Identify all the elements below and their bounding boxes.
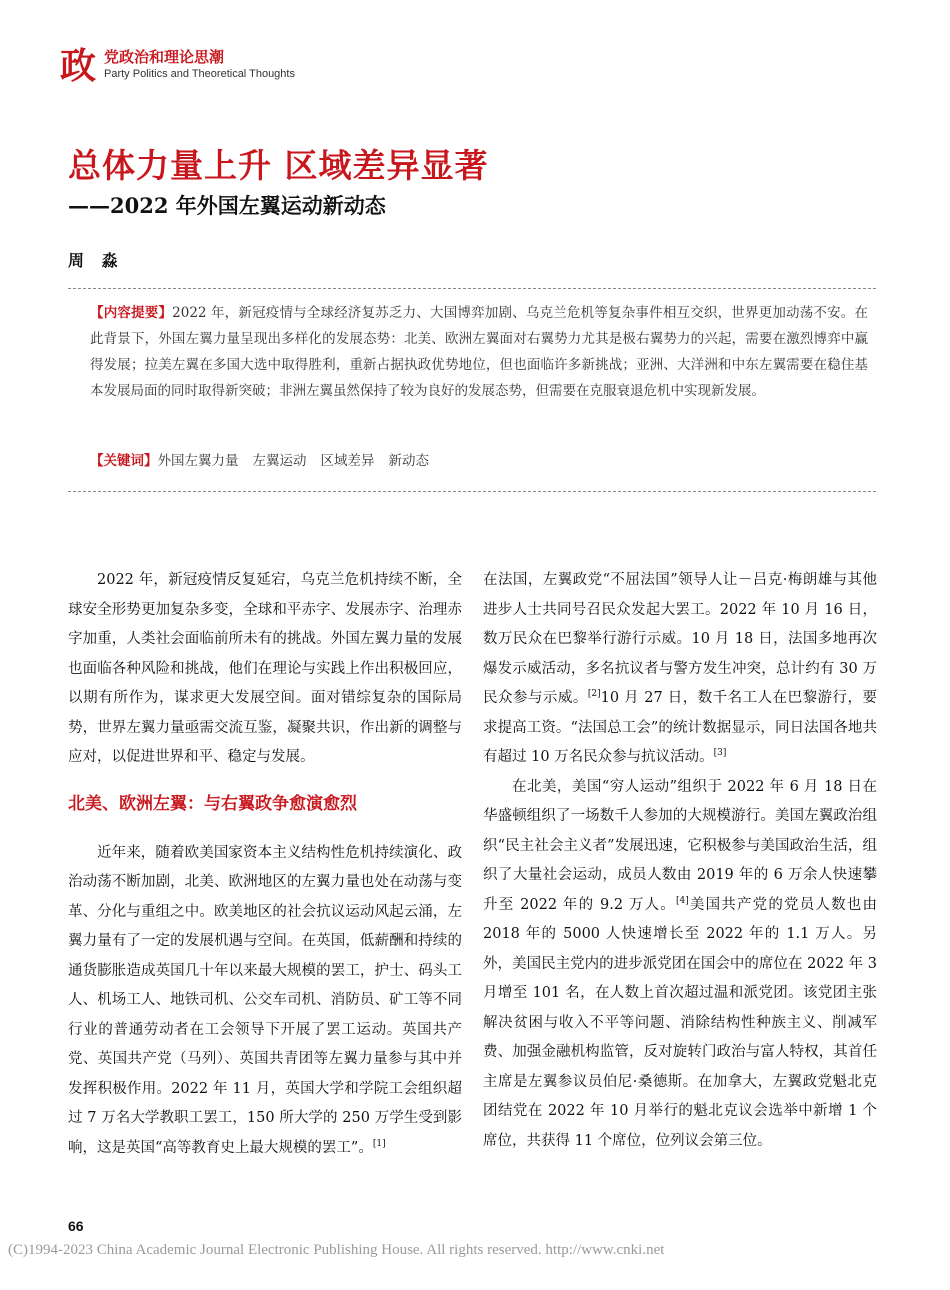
abstract-text: 2022 年，新冠疫情与全球经济复苏乏力、大国博弈加剧、乌克兰危机等复杂事件相互交织，世界更加动荡不安。在此背景下，外国左翼力量呈现出多样化的发展态势：北美、欧洲左翼面对右翼势力尤其是极右翼势力的兴起，需要在激烈博弈中赢得发展；拉美左翼在多国大选中取得胜利，重新占据执政优势地位，但也面临许多新挑战；亚洲、大洋洲和中东左翼需要在稳住基本发展局面的同时取得新突破；非洲左翼虽然保持了较为良好的发展态势，但需要在克服衰退危机中实现新发展。 <box>90 305 868 399</box>
paragraph-text: 在北美，美国“穷人运动”组织于 2022 年 6 月 18 日在华盛顿组织了一场数千人参加的大规模游行。美国左翼政治组织“民主社会主义者”发展迅速，它积极参与美国政治生活，组织了大量社会运动，成员人数由 2019 年的 6 万余人快速攀升至 2022 年的 9.2 万人。 <box>483 778 877 913</box>
journal-name-en: Party Politics and Theoretical Thoughts <box>104 68 295 80</box>
footnote-ref[interactable]: [2] <box>587 689 601 700</box>
footnote-ref[interactable]: [1] <box>372 1138 386 1149</box>
keywords-label: 【关键词】 <box>90 453 158 469</box>
paragraph-text: 在法国，左翼政党“不屈法国”领导人让－吕克·梅朗雄与其他进步人士共同号召民众发起大罢工。2022 年 10 月 16 日，数万民众在巴黎举行游行示威。10 月 18 日，法国多地再次爆发示威活动，多名抗议者与警方发生冲突，总计约有 30 万民众参与示威。 <box>483 572 877 706</box>
body-column-left <box>68 566 462 1163</box>
abstract-label: 【内容提要】 <box>90 305 173 321</box>
paragraph-text: 美国共产党的党员人数也由 2018 年的 5000 人快速增长至 2022 年的 1.1 万人。另外，美国民主党内的进步派党团在国会中的席位在 2022 年 3 月增至 101 名，在人数上首次超过温和派党团。该党团主张解决贫困与收入不平等问题、消除结构性种族主义、削减军费、加强金融机构监管，反对旋转门政治与富人特权，其首任主席是左翼参议员伯尼·桑德斯。在加拿大，左翼政党魁北克团结党在 2022 年 10 月举行的魁北克议会选举中新增 1 个席位，共获得 11 个席位，位列议会第三位。 <box>483 896 877 1149</box>
article-author: 周 淼 <box>68 251 124 270</box>
article-subtitle: ——2022 年外国左翼运动新动态 <box>68 193 386 218</box>
article-title: 总体力量上升 区域差异显著 <box>68 146 489 185</box>
page-number: 66 <box>68 1218 84 1234</box>
footnote-ref[interactable]: [4] <box>675 895 689 906</box>
keyword-item: 新动态 <box>388 453 429 469</box>
keyword-item: 左翼运动 <box>252 453 307 469</box>
copyright-footer: (C)1994-2023 China Academic Journal Electronic Publishing House. All rights reserved. http://www.cnki.net <box>8 1242 665 1258</box>
body-paragraph <box>68 839 462 1164</box>
keyword-item: 外国左翼力量 <box>157 453 239 469</box>
intro-paragraph: 2022 年，新冠疫情反复延宕，乌克兰危机持续不断，全球安全形势更加复杂多变，全球和平赤字、发展赤字、治理赤字加重，人类社会面临前所未有的挑战。外国左翼力量的发展也面临各种风险和挑战，他们在理论与实践上作出积极回应，以期有所作为，谋求更大发展空间。面对错综复杂的国际局势，世界左翼力量亟需交流互鉴，凝聚共识，作出新的调整与应对，以促进世界和平、稳定与发展。 <box>68 572 462 765</box>
keyword-item: 区域差异 <box>320 453 375 469</box>
body-paragraph <box>483 773 877 1157</box>
journal-logo-mark <box>60 44 106 84</box>
body-column-right <box>483 566 877 1156</box>
abstract <box>90 300 868 404</box>
keywords <box>90 452 443 470</box>
journal-logo <box>60 44 300 88</box>
journal-name-cn: 党政治和理论思潮 <box>104 48 225 66</box>
paragraph-text: 近年来，随着欧美国家资本主义结构性危机持续演化、政治动荡不断加剧，北美、欧洲地区的左翼力量也处在动荡与变革、分化与重组之中。欧美地区的社会抗议运动风起云涌，左翼力量有了一定的发展机遇与空间。在英国，低薪酬和持续的通货膨胀造成英国几十年以来最大规模的罢工，护士、码头工人、机场工人、地铁司机、公交车司机、消防员、矿工等不同行业的普通劳动者在工会领导下开展了罢工运动。英国共产党、英国共产党（马列）、英国共青团等左翼力量参与其中并发挥积极作用。2022 年 11 月，英国大学和学院工会组织超过 7 万名大学教职工罢工，150 所大学的 250 万学生受到影响，这是英国“高等教育史上最大规模的罢工”。 <box>68 844 462 1156</box>
footnote-ref[interactable]: [3] <box>713 748 727 759</box>
paragraph-text: 10 月 27 日，数千名工人在巴黎游行，要求提高工资。“法国总工会”的统计数据显示，同日法国各地共有超过 10 万名民众参与抗议活动。 <box>483 690 877 765</box>
logo-glyph: 政 <box>60 46 97 84</box>
section-heading: 北美、欧洲左翼：与右翼政争愈演愈烈 <box>68 793 357 814</box>
body-paragraph <box>483 566 877 773</box>
